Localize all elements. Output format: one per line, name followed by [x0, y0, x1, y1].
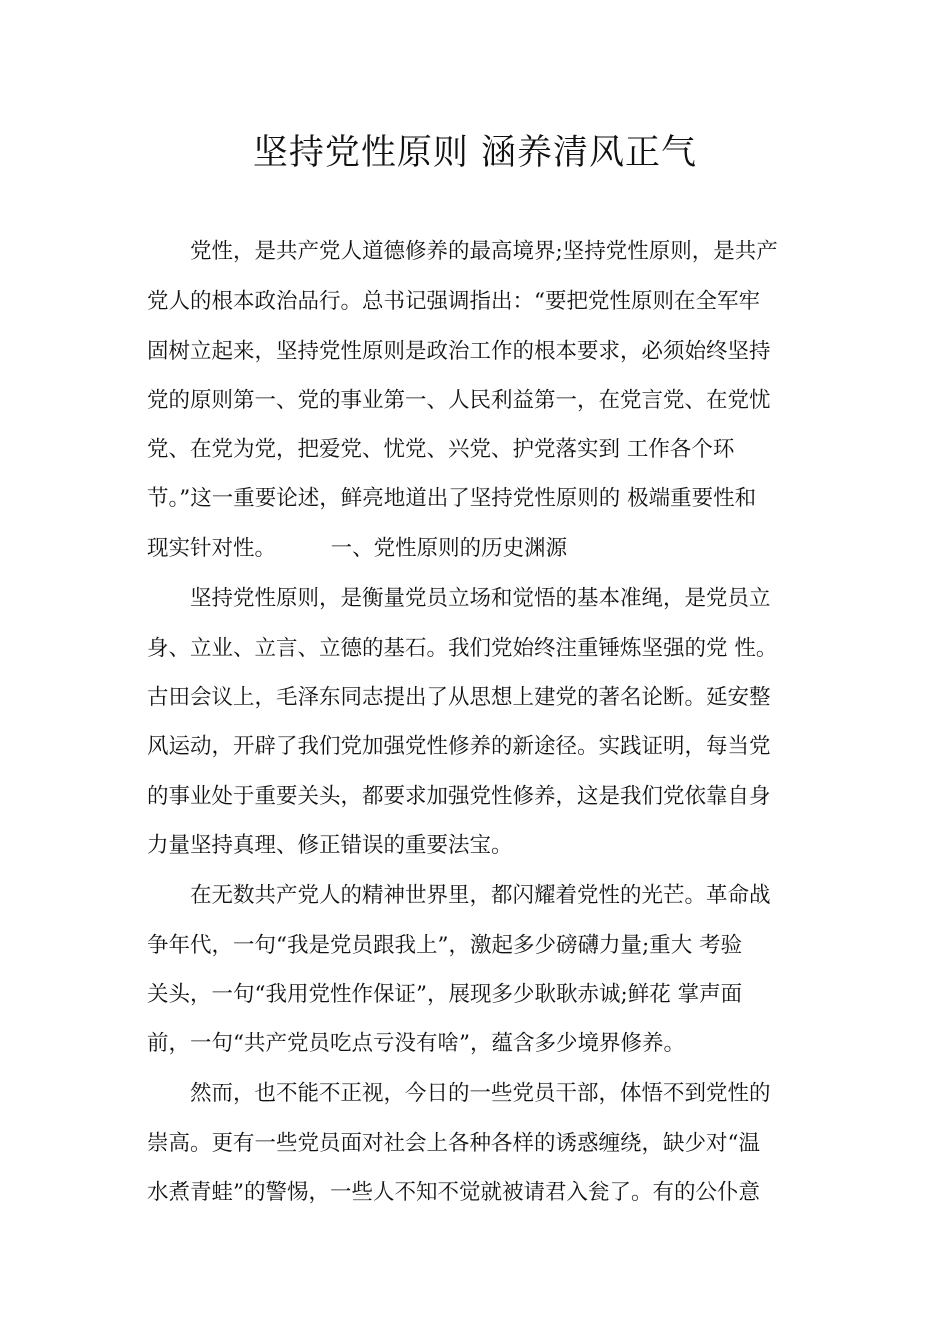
paragraph-line: 前，一句“共产党员吃点亏没有啥”，蕴含多少境界修养。 [147, 1031, 685, 1056]
paragraph-line: 坚持党性原则，是衡量党员立场和觉悟的基本准绳，是党员立 [190, 586, 771, 611]
document-title: 坚持党性原则 涵养清风正气 [252, 133, 698, 173]
paragraph-line: 身、立业、立言、立德的基石。我们党始终注重锤炼坚强的党 性。 [147, 636, 778, 661]
paragraph-line: 党、在党为党，把爱党、忧党、兴党、护党落实到 工作各个环 [147, 437, 735, 462]
paragraph-line: 节。”这一重要论述，鲜亮地道出了坚持党性原则的 极端重要性和 [147, 486, 757, 511]
paragraph-line: 力量坚持真理、修正错误的重要法宝。 [147, 833, 513, 858]
section-heading-line: 现实针对性。 一、党性原则的历史渊源 [147, 536, 568, 561]
paragraph-line: 固树立起来，坚持党性原则是政治工作的根本要求，必须始终坚持 [147, 339, 771, 364]
paragraph-line: 争年代，一句“我是党员跟我上”，激起多少磅礴力量;重大 考验 [147, 933, 743, 958]
paragraph-line: 古田会议上，毛泽东同志提出了从思想上建党的著名论断。延安整 [147, 685, 771, 710]
paragraph-line: 关头，一句“我用党性作保证”，展现多少耿耿赤诚;鲜花 掌声面 [147, 982, 743, 1007]
paragraph-line: 水煮青蛙”的警惕，一些人不知不觉就被请君入瓮了。有的公仆意 [147, 1180, 760, 1205]
paragraph-line: 崇高。更有一些党员面对社会上各种各样的诱惑缠绕，缺少对“温 [147, 1131, 760, 1156]
paragraph-line: 风运动，开辟了我们党加强党性修养的新途径。实践证明，每当党 [147, 734, 771, 759]
paragraph-line: 党性，是共产党人道德修养的最高境界;坚持党性原则，是共产 [190, 239, 778, 264]
paragraph-line: 党的原则第一、党的事业第一、人民利益第一，在党言党、在党忧 [147, 388, 771, 413]
paragraph-line: 党人的根本政治品行。总书记强调指出：“要把党性原则在全军牢 [147, 289, 760, 314]
paragraph-line: 然而，也不能不正视，今日的一些党员干部，体悟不到党性的 [190, 1081, 771, 1106]
paragraph-line: 在无数共产党人的精神世界里，都闪耀着党性的光芒。革命战 [190, 883, 771, 908]
paragraph-line: 的事业处于重要关头，都要求加强党性修养，这是我们党依靠自身 [147, 784, 771, 809]
